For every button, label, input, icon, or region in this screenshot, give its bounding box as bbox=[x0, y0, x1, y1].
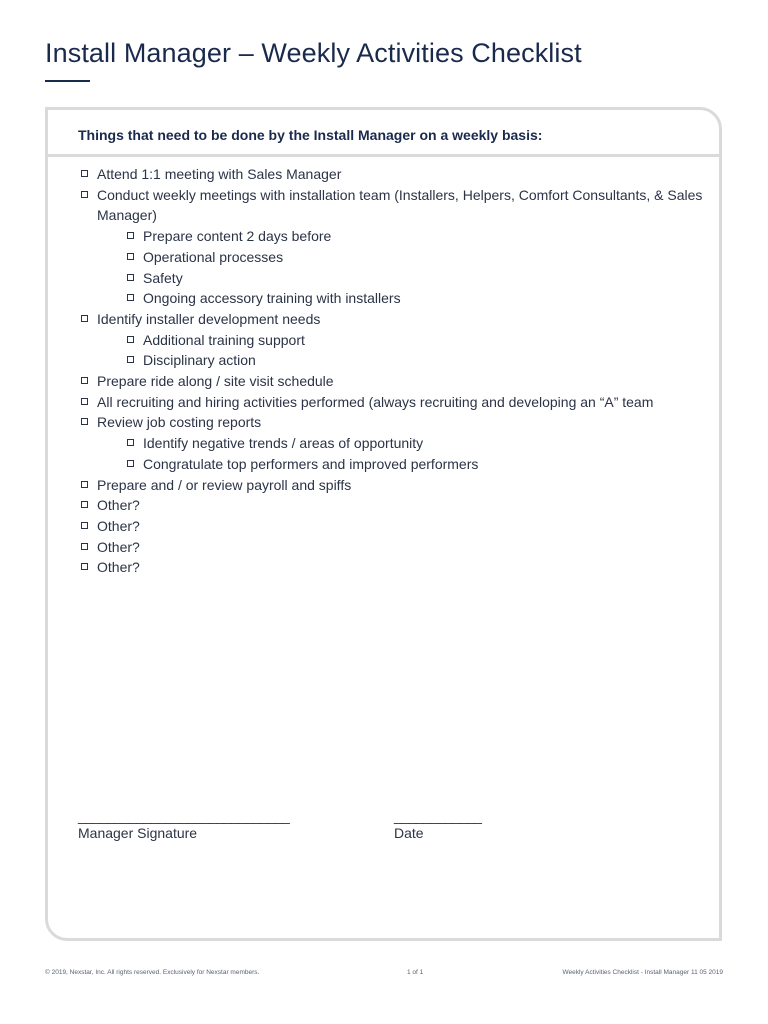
checklist-subitem[interactable] bbox=[127, 247, 711, 268]
checklist-item-label: Review job costing reports bbox=[97, 414, 262, 431]
checklist-item-label: Other? bbox=[97, 497, 140, 514]
checklist-item-label: Other? bbox=[97, 538, 140, 555]
checklist-item-label: Ongoing accessory training with installers bbox=[143, 290, 401, 307]
checklist-item-label: All recruiting and hiring activities performed (always recruiting and developing an “A” team bbox=[97, 393, 654, 410]
checkbox-icon[interactable] bbox=[81, 501, 88, 508]
checklist-subitem[interactable] bbox=[127, 330, 711, 351]
checkbox-icon[interactable] bbox=[81, 315, 88, 322]
checklist-item[interactable] bbox=[81, 309, 711, 330]
checklist-item-label: Other? bbox=[97, 517, 140, 534]
checkbox-icon[interactable] bbox=[81, 563, 88, 570]
header-divider bbox=[48, 154, 719, 157]
checklist-item[interactable] bbox=[81, 475, 711, 496]
checklist-item-label: Prepare content 2 days before bbox=[143, 228, 332, 245]
checklist-subitem[interactable] bbox=[127, 268, 711, 289]
checklist-item-label: Safety bbox=[143, 269, 183, 286]
checklist-item-other[interactable] bbox=[81, 557, 711, 578]
page-title: Install Manager – Weekly Activities Checklist bbox=[45, 38, 582, 68]
checklist-item-label: Prepare ride along / site visit schedule bbox=[97, 373, 334, 390]
checklist-item-label: Other? bbox=[97, 559, 140, 576]
footer-document-id: Weekly Activities Checklist - Install Manager 11 05 2019 bbox=[562, 969, 723, 976]
panel-header: Things that need to be done by the Install Manager on a weekly basis: bbox=[78, 127, 543, 143]
checklist-item[interactable] bbox=[81, 164, 711, 185]
checklist-item[interactable] bbox=[81, 392, 711, 413]
checklist-item-label: Prepare and / or review payroll and spiffs bbox=[97, 476, 352, 493]
checklist-item[interactable] bbox=[81, 412, 711, 433]
checklist-subitem[interactable] bbox=[127, 226, 711, 247]
checkbox-icon[interactable] bbox=[81, 543, 88, 550]
checklist-item-label: Identify negative trends / areas of opportunity bbox=[143, 435, 424, 452]
checkbox-icon[interactable] bbox=[81, 418, 88, 425]
checkbox-icon[interactable] bbox=[81, 522, 88, 529]
checkbox-icon[interactable] bbox=[81, 398, 88, 405]
checkbox-icon[interactable] bbox=[127, 336, 134, 343]
checklist-subitem[interactable] bbox=[127, 433, 711, 454]
title-underline bbox=[45, 80, 90, 82]
manager-signature-line[interactable]: _____________________________ bbox=[78, 808, 290, 824]
checkbox-icon[interactable] bbox=[127, 253, 134, 260]
checklist-item-label: Identify installer development needs bbox=[97, 310, 321, 327]
checkbox-icon[interactable] bbox=[81, 170, 88, 177]
checklist-item[interactable] bbox=[81, 371, 711, 392]
checklist-item-other[interactable] bbox=[81, 516, 711, 537]
checkbox-icon[interactable] bbox=[127, 294, 134, 301]
checklist-item[interactable] bbox=[81, 185, 711, 226]
checklist-panel bbox=[45, 107, 722, 941]
date-line[interactable]: ____________ bbox=[394, 808, 482, 824]
checklist-subitem[interactable] bbox=[127, 350, 711, 371]
checklist-item-label: Disciplinary action bbox=[143, 352, 256, 369]
manager-signature-label: Manager Signature bbox=[78, 825, 198, 841]
footer-copyright: © 2019, Nexstar, Inc. All rights reserved. Exclusively for Nexstar members. bbox=[45, 969, 260, 976]
checklist-item-other[interactable] bbox=[81, 495, 711, 516]
checkbox-icon[interactable] bbox=[127, 460, 134, 467]
checkbox-icon[interactable] bbox=[81, 377, 88, 384]
checkbox-icon[interactable] bbox=[127, 356, 134, 363]
checklist-subitem[interactable] bbox=[127, 288, 711, 309]
checkbox-icon[interactable] bbox=[127, 274, 134, 281]
checklist-item-label: Attend 1:1 meeting with Sales Manager bbox=[97, 166, 342, 182]
checklist bbox=[81, 164, 711, 578]
checkbox-icon[interactable] bbox=[81, 191, 88, 198]
checklist-subitem[interactable] bbox=[127, 454, 711, 475]
checklist-item-label: Congratulate top performers and improved performers bbox=[143, 455, 479, 472]
checklist-item-label: Conduct weekly meetings with installation team (Installers, Helpers, Comfort Consultants, & Sales Manager) bbox=[97, 186, 703, 224]
footer-page-number: 1 of 1 bbox=[407, 969, 424, 976]
checklist-item-label: Operational processes bbox=[143, 248, 284, 265]
checklist-item-other[interactable] bbox=[81, 537, 711, 558]
checkbox-icon[interactable] bbox=[81, 481, 88, 488]
date-label: Date bbox=[394, 825, 424, 841]
checkbox-icon[interactable] bbox=[127, 439, 134, 446]
checkbox-icon[interactable] bbox=[127, 232, 134, 239]
checklist-item-label: Additional training support bbox=[143, 331, 305, 348]
